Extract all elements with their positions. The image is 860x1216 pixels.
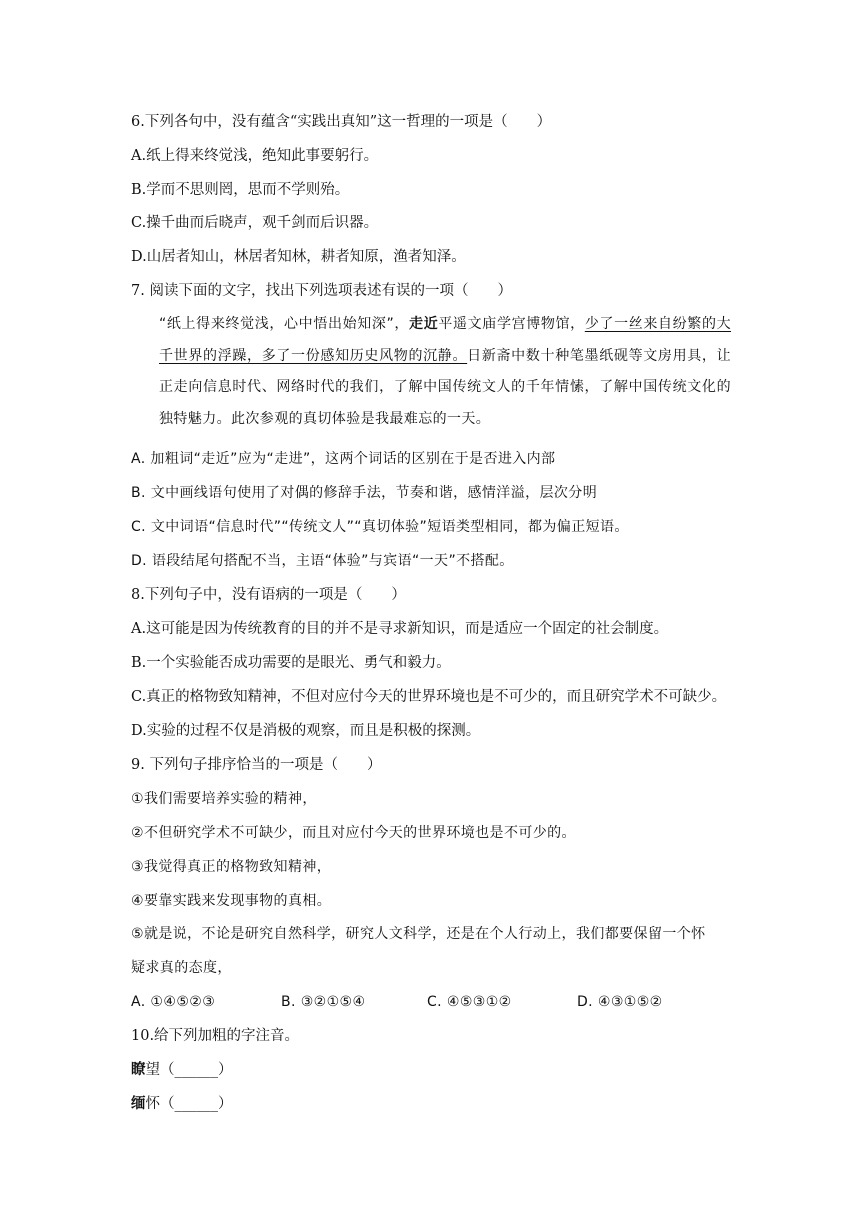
q6-stem: 6.下列各句中，没有蕴含“实践出真知”这一哲理的一项是（ ） — [131, 114, 552, 130]
q6-option-c: C.操千曲而后晓声，观千剑而后识器。 — [131, 215, 379, 231]
q9-option-d: D. ④③①⑤② — [577, 994, 663, 1010]
q7-option-b: B. 文中画线语句使用了对偶的修辞手法，节奏和谐，感情洋溢，层次分明 — [131, 485, 598, 501]
q9-option-b: B. ③②①⑤④ — [281, 994, 366, 1010]
passage-text: 平遥文庙学宫博物馆， — [438, 316, 585, 332]
underlined-sentence: 少了一丝来自纷繁的大千世界的浮躁，多了一份感知历史风物的沉静。 — [159, 316, 731, 364]
q9-sentence-5b: 疑求真的态度， — [131, 960, 232, 976]
bold-char: 缅 — [131, 1095, 146, 1112]
q10-word-2 — [131, 1094, 233, 1114]
q7-option-a: A. 加粗词“走近”应为“走进”，这两个词话的区别在于是否进入内部 — [131, 451, 556, 467]
q6-option-b: B.学而不思则罔，思而不学则殆。 — [131, 182, 350, 198]
q9-option-c: C. ④⑤③①② — [427, 994, 512, 1010]
pinyin-blank: 怀（______） — [145, 1096, 233, 1112]
q6-option-a: A.纸上得来终觉浅，绝知此事要躬行。 — [131, 148, 379, 164]
bold-word: 走近 — [409, 316, 439, 332]
q10-stem: 10.给下列加粗的字注音。 — [131, 1028, 300, 1044]
q8-option-d: D.实验的过程不仅是消极的观察，而且是积极的探测。 — [131, 723, 481, 739]
q9-sentence-3: ③我觉得真正的格物致知精神， — [131, 859, 332, 875]
q8-stem: 8.下列句子中，没有语病的一项是（ ） — [131, 587, 406, 603]
q7-option-c: C. 文中词语“信息时代”“传统文人”“真切体验”短语类型相同，都为偏正短语。 — [131, 519, 629, 535]
bold-char: 瞭 — [131, 1061, 146, 1078]
q9-sentence-1: ①我们需要培养实验的精神， — [131, 791, 317, 807]
q8-option-a: A.这可能是因为传统教育的目的并不是寻求新知识，而是适应一个固定的社会制度。 — [131, 621, 669, 637]
passage-text: “纸上得来终觉浅，心中悟出始知深”， — [159, 316, 410, 332]
q9-sentence-4: ④要靠实践来发现事物的真相。 — [131, 893, 332, 909]
q10-word-1 — [131, 1060, 233, 1080]
q9-sentence-5a: ⑤就是说，不论是研究自然科学，研究人文科学，还是在个人行动上，我们都要保留一个怀 — [131, 926, 706, 942]
pinyin-blank: 望（______） — [145, 1062, 233, 1078]
q8-option-c: C.真正的格物致知精神，不但对应付今天的世界环境也是不可少的，而且研究学术不可缺少。 — [131, 689, 727, 705]
q7-stem: 7. 阅读下面的文字，找出下列选项表述有误的一项（ ） — [131, 283, 512, 299]
q9-options — [131, 992, 675, 1012]
q7-passage — [131, 309, 731, 435]
q6-option-d: D.山居者知山，林居者知林，耕者知原，渔者知泽。 — [131, 249, 466, 265]
passage-text: 日新斋中数十种笔墨纸砚等文房用具，让正走向信息时代、网络时代的我们，了解中国传统文人的千年情愫，了解中国传统文化的独特魅力。此次参观的真切体验是我最难忘的一天。 — [159, 347, 732, 427]
q7-option-d: D. 语段结尾句搭配不当，主语“体验”与宾语“一天”不搭配。 — [131, 553, 514, 569]
q9-sentence-2: ②不但研究学术不可缺少，而且对应付今天的世界环境也是不可少的。 — [131, 825, 576, 841]
q9-option-a: A. ①④⑤②③ — [131, 994, 216, 1010]
q8-option-b: B.一个实验能否成功需要的是眼光、勇气和毅力。 — [131, 655, 451, 671]
q9-stem: 9. 下列句子排序恰当的一项是（ ） — [131, 757, 382, 773]
